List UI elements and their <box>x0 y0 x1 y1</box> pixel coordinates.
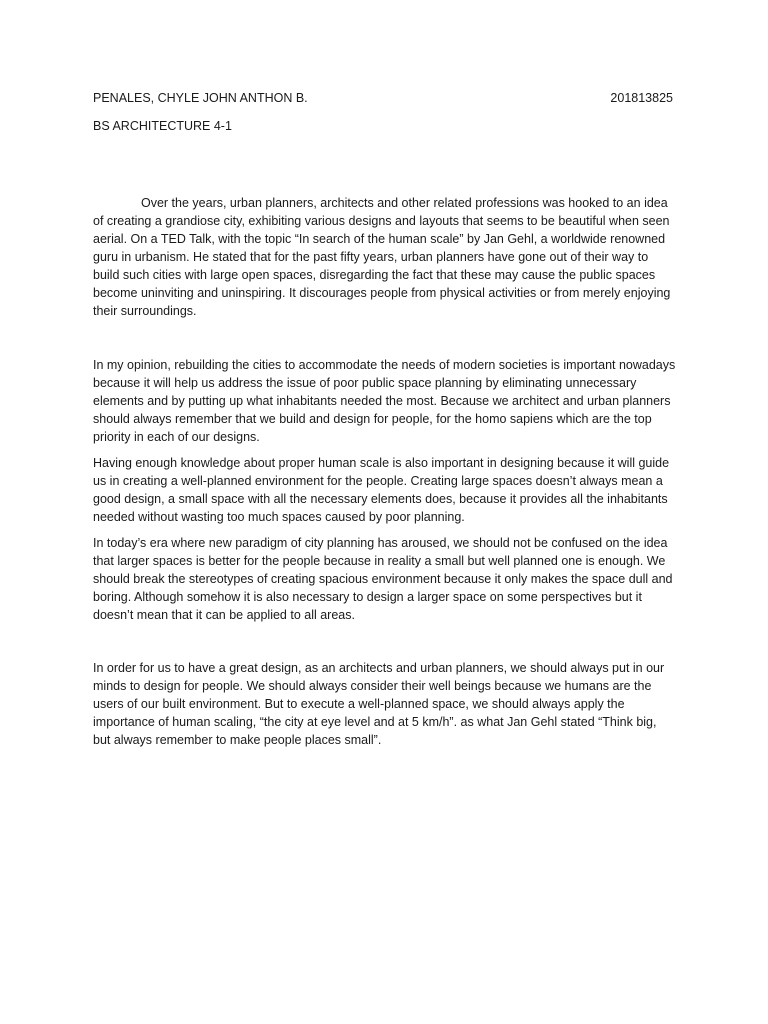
paragraph-conclusion: In order for us to have a great design, as an architects and urban planners, we should always put in our minds to design for people. We should always consider their well beings because we humans are the users of our built environment. But to execute a well-planned space, we should always apply the importance of human scaling, “the city at eye level and at 5 km/h”. as what Jan Gehl stated “Think big, but always remember to make people places small”. <box>93 661 665 747</box>
document-header <box>93 89 673 107</box>
paragraph-new-paradigm: In today’s era where new paradigm of city planning has aroused, we should not be confused on the idea that larger spaces is better for the people because in reality a small but well planned one is enough. We should break the stereotypes of creating spacious environment because it only makes the space dull and boring. Although somehow it is also necessary to design a larger space on some perspectives but it doesn’t mean that it can be applied to all areas. <box>93 536 673 622</box>
paragraph-human-scale: Having enough knowledge about proper human scale is also important in designing because it will guide us in creating a well-planned environment for the people. Creating large spaces doesn’t always mean a good design, a small space with all the necessary elements does, because it provides all the inhabitants needed without wasting too much spaces caused by poor planning. <box>93 456 670 524</box>
student-id: 201813825 <box>610 91 673 105</box>
author-name: PENALES, CHYLE JOHN ANTHON B. <box>93 91 308 105</box>
course-section: BS ARCHITECTURE 4-1 <box>93 119 232 133</box>
paragraph-intro: Over the years, urban planners, architects and other related professions was hooked to an idea of creating a grandiose city, exhibiting various designs and layouts that seems to be beautiful when seen aerial. On a TED Talk, with the topic “In search of the human scale” by Jan Gehl, a worldwide renowned guru in urbanism. He stated that for the past fifty years, urban planners have gone out of their way to build such cities with large open spaces, disregarding the fact that these may cause the public spaces become uninviting and uninspiring. It discourages people from physical activities or from merely enjoying their surroundings. <box>93 196 671 318</box>
paragraph-opinion: In my opinion, rebuilding the cities to accommodate the needs of modern societies is important nowadays because it will help us address the issue of poor public space planning by eliminating unnecessary elements and by putting up what inhabitants needed the most. Because we architect and urban planners should always remember that we build and design for people, for the homo sapiens which are the top priority in each of our designs. <box>93 358 676 444</box>
